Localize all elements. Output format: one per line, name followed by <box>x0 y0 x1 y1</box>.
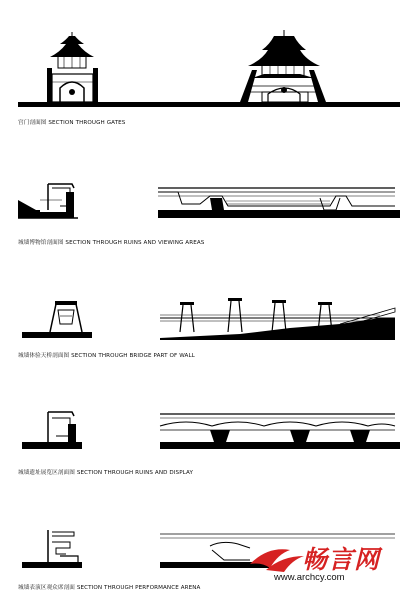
ruins-display-section-drawing <box>0 402 415 460</box>
section-caption: 城墙遗址展览区剖面图 SECTION THROUGH RUINS AND DISPLAY <box>18 470 194 476</box>
section-caption: 宫门剖面图 SECTION THROUGH GATES <box>18 120 126 126</box>
watermark-name: 畅言网 <box>302 545 381 574</box>
section-caption: 城墙博物馆剖面图 SECTION THROUGH RUINS AND VIEWING AREAS <box>18 240 205 246</box>
section-ruins-viewing <box>0 170 415 250</box>
section-ruins-display <box>0 402 415 482</box>
section-gates <box>0 30 415 130</box>
watermark-logo <box>272 540 412 596</box>
section-caption: 城墙表演区观众席剖面 SECTION THROUGH PERFORMANCE ARENA <box>18 585 201 591</box>
bridge-section-drawing <box>0 290 415 348</box>
section-caption: 城墙体验天桥剖面图 SECTION THROUGH BRIDGE PART OF WALL <box>18 353 195 359</box>
ruins-viewing-section-drawing <box>0 170 415 230</box>
watermark-url: www.archcy.com <box>274 572 345 583</box>
gates-section-drawing <box>0 30 415 110</box>
swoosh-icon <box>248 544 308 574</box>
section-bridge <box>0 290 415 365</box>
